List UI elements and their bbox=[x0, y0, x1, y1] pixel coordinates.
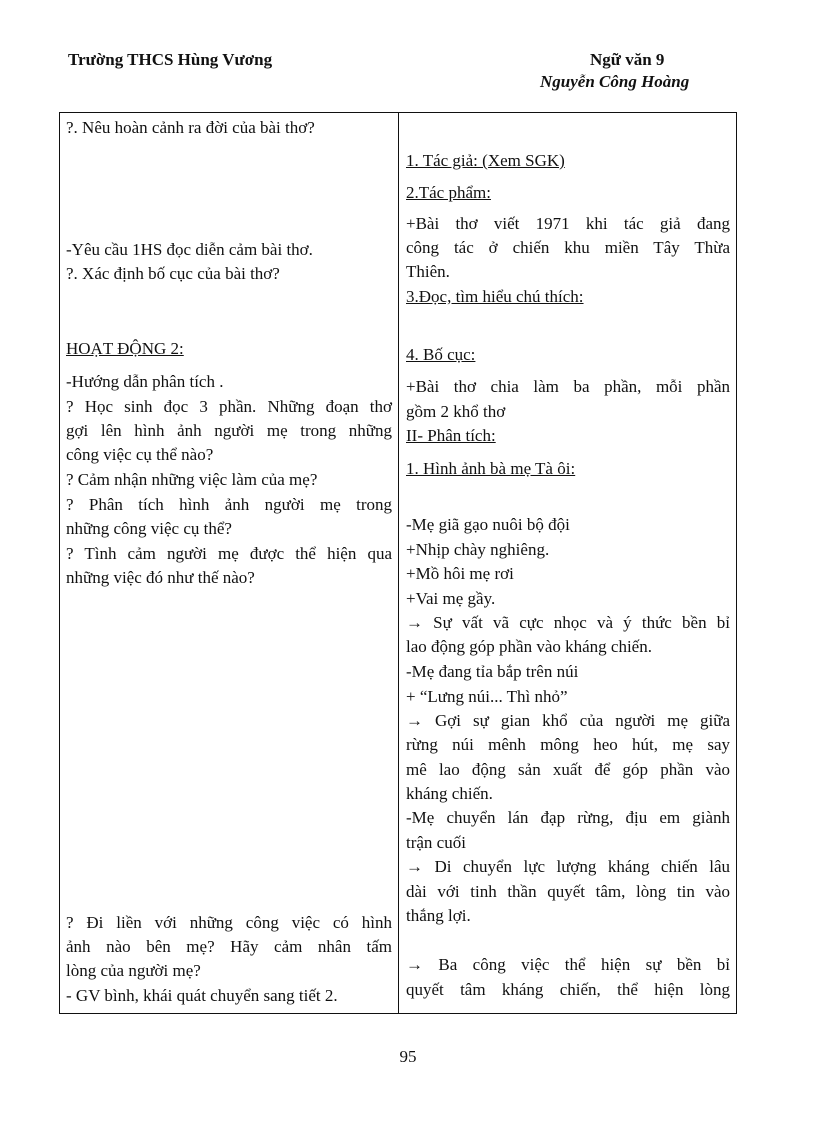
analysis-conclusion: thắng lợi. bbox=[406, 906, 471, 925]
work-text: công tác ở chiến khu miền Tây Thừa bbox=[406, 238, 730, 257]
question-images: ảnh nào bên mẹ? Hãy cảm nhân tấm bbox=[66, 937, 392, 956]
school-name: Trường THCS Hùng Vương bbox=[68, 50, 273, 69]
analysis-conclusion: rừng núi mênh mông heo hút, mẹ say bbox=[406, 735, 730, 754]
page-number: 95 bbox=[399, 1047, 417, 1066]
structure-text: gồm 2 khổ thơ bbox=[406, 402, 506, 421]
analysis-quote: + “Lưng núi... Thì nhỏ” bbox=[406, 687, 568, 706]
question-parts: ? Học sinh đọc 3 phần. Những đoạn thơ bbox=[66, 397, 392, 416]
question-images: ? Đi liền với những công việc có hình bbox=[66, 913, 392, 932]
question-parts: gợi lên hình ảnh người mẹ trong những bbox=[66, 421, 392, 440]
analysis-point: +Mồ hôi mẹ rơi bbox=[406, 564, 514, 583]
question-emotion: ? Tình cảm người mẹ được thể hiện qua bbox=[66, 544, 392, 563]
question-images: lòng của người mẹ? bbox=[66, 961, 201, 980]
subsection-mother-image: 1. Hình ảnh bà mẹ Tà ôi: bbox=[406, 459, 576, 478]
question-emotion: những việc đó như thế nào? bbox=[66, 568, 255, 587]
question-parts: công việc cụ thể nào? bbox=[66, 445, 214, 464]
section-structure: 4. Bố cục: bbox=[406, 345, 476, 364]
analysis-point: +Nhịp chày nghiêng. bbox=[406, 540, 550, 559]
teacher-summary: - GV bình, khái quát chuyển sang tiết 2. bbox=[66, 986, 338, 1005]
work-text: Thiên. bbox=[406, 262, 450, 281]
question-structure: ?. Xác định bố cục của bài thơ? bbox=[66, 264, 280, 283]
analysis-conclusion: → Sự vất vã cực nhọc và ý thức bền bỉ bbox=[406, 613, 730, 632]
analysis-conclusion: lao động góp phần vào kháng chiến. bbox=[406, 637, 652, 656]
section-work: 2.Tác phẩm: bbox=[406, 183, 491, 202]
analysis-guide: -Hướng dẫn phân tích . bbox=[66, 372, 224, 391]
analysis-point: trận cuối bbox=[406, 833, 466, 852]
structure-text: +Bài thơ chia làm ba phần, mỗi phần bbox=[406, 377, 730, 396]
request-reading: -Yêu cầu 1HS đọc diễn cảm bài thơ. bbox=[66, 240, 313, 259]
analysis-conclusion: mê lao động sản xuất để góp phần vào bbox=[406, 760, 730, 779]
section-read-notes: 3.Đọc, tìm hiểu chú thích: bbox=[406, 287, 584, 306]
section-author: 1. Tác giả: (Xem SGK) bbox=[406, 151, 565, 170]
analysis-conclusion: kháng chiến. bbox=[406, 784, 493, 803]
work-text: +Bài thơ viết 1971 khi tác giả đang bbox=[406, 214, 730, 233]
question-context: ?. Nêu hoàn cảnh ra đời của bài thơ? bbox=[66, 118, 315, 137]
teacher-name: Nguyễn Công Hoàng bbox=[540, 72, 690, 91]
subject-name: Ngữ văn 9 bbox=[590, 50, 665, 69]
analysis-summary: quyết tâm kháng chiến, thể hiện lòng bbox=[406, 980, 730, 999]
question-feelings: ? Cảm nhận những việc làm của mẹ? bbox=[66, 470, 318, 489]
analysis-conclusion: → Gợi sự gian khổ của người mẹ giữa bbox=[406, 711, 730, 730]
column-divider bbox=[398, 112, 399, 1014]
question-analyze: ? Phân tích hình ảnh người mẹ trong bbox=[66, 495, 392, 514]
analysis-conclusion: dài với tinh thần quyết tâm, lòng tin vào bbox=[406, 882, 730, 901]
analysis-summary: → Ba công việc thể hiện sự bền bỉ bbox=[406, 955, 730, 974]
analysis-point: -Mẹ chuyển lán đạp rừng, địu em giành bbox=[406, 808, 730, 827]
analysis-point: -Mẹ giã gạo nuôi bộ đội bbox=[406, 515, 570, 534]
section-analysis: II- Phân tích: bbox=[406, 426, 496, 445]
question-analyze: những công việc cụ thể? bbox=[66, 519, 232, 538]
analysis-point: +Vai mẹ gầy. bbox=[406, 589, 496, 608]
activity-2-heading: HOẠT ĐỘNG 2: bbox=[66, 339, 184, 358]
analysis-point: -Mẹ đang tỉa bắp trên núi bbox=[406, 662, 579, 681]
analysis-conclusion: → Di chuyển lực lượng kháng chiến lâu bbox=[406, 857, 730, 876]
